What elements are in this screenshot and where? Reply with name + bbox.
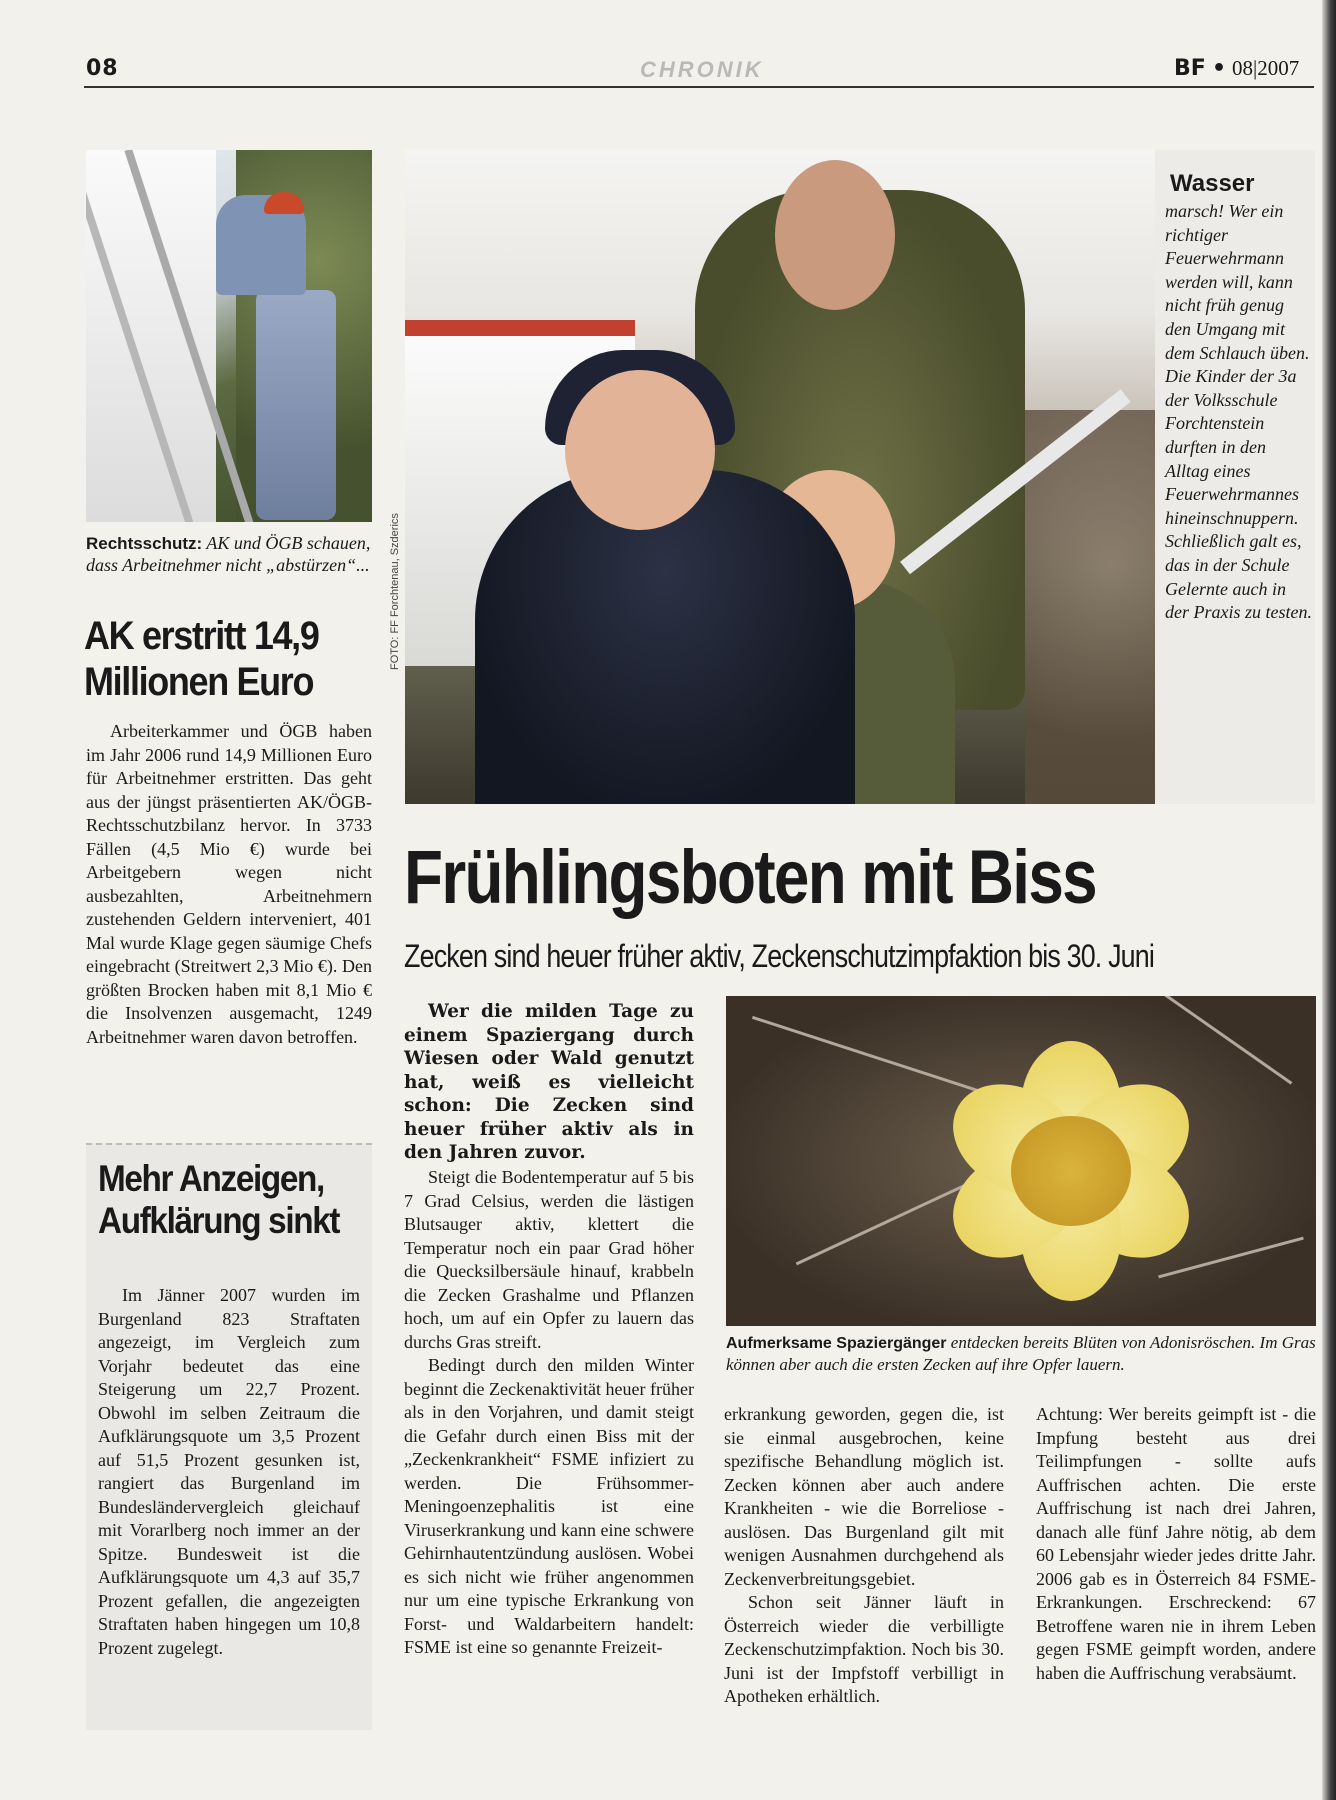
col1-paragraph-1: Steigt die Bodentemperatur auf 5 bis 7 Grad Celsius, werden die lästigen Blutsauger aktiv, klettert die Temperatur noch ein paar Grad höher die Quecksilbersäule hinauf, krabbeln die Zecken Grashalme und Pflanzen hoch, um auf ein Opfer zu lauern das durchs Gras streift. bbox=[404, 1167, 694, 1352]
flower-photo-caption bbox=[726, 1332, 1316, 1376]
col2-paragraph-1: erkrankung geworden, gegen die, ist sie einmal ausgebrochen, keine spezifische Behandlung möglich ist. Zecken können aber auch andere Krankheiten - wie die Borreliose - auslösen. Das Burgenland gilt mit wenigen Ausnahmen durchgehend als Zeckenverbreitungsgebiet. bbox=[724, 1404, 1004, 1589]
photo-caption-text: marsch! Wer ein richtiger Feuerwehrmann werden will, kann nicht früh genug den Umgang mit dem Schlauch üben. Die Kinder der 3a der Volksschule Forchtenstein durften in den Alltag eines Feuerwehrmannes hineinschnuppern. Schließlich galt es, das in der Schule Gelernte auch in der Praxis zu testen. bbox=[1165, 201, 1312, 623]
adonis-flower-photo bbox=[726, 996, 1316, 1326]
ladder-photo-caption bbox=[86, 532, 372, 576]
page-binding-shadow bbox=[1322, 0, 1336, 1800]
main-headline: Frühlingsboten mit Biss bbox=[404, 835, 1097, 920]
col1-paragraph-2: Bedingt durch den milden Winter beginnt die Zeckenaktivität heuer früher als in den Vorjahren, und damit steigt die Gefahr durch einen Biss mit der „Zeckenkrankheit“ FSME infiziert zu werden. Die Frühsommer-Meningoenzephalitis ist eine Viruserkrankung und kann eine schwere Gehirnhautentzündung auslösen. Wobei es sich nicht wie früher angenommen nur um eine typische Erkrankung von Forst- und Waldarbeitern handelt: FSME ist eine so genannte Freizeit- bbox=[404, 1355, 694, 1657]
flower-caption-lead: Aufmerksame Spaziergänger bbox=[726, 1335, 947, 1352]
col3-paragraph-1: Achtung: Wer bereits geimpft ist - die Impfung besteht aus drei Teilimpfungen - sollte aufs Auffrischen achten. Die erste Auffrischung ist nach drei Jahren, danach alle fünf Jahre nötig, ab dem 60 Lebensjahr wieder jedes dritte Jahr. 2006 gab es in Österreich 84 FSME-Erkrankungen. Erschreckend: 67 Betroffene waren nie in ihrem Leben gegen FSME geimpft worden, andere haben die Auffrischung verabsäumt. bbox=[1036, 1404, 1316, 1683]
main-article-column-3 bbox=[1036, 1403, 1316, 1685]
main-article-column-1 bbox=[404, 1166, 694, 1660]
caption-text: AK und ÖGB schauen, dass Arbeitnehmer nicht „abstürzen“... bbox=[86, 533, 371, 575]
main-article-lead: Wer die milden Tage zu einem Spaziergang durch Wiesen oder Wald genutzt hat, weiß es vielleicht schon: Die Zecken sind heuer früher aktiv als in den Jahren zuvor. bbox=[404, 1001, 694, 1163]
caption-lead: Rechtsschutz: bbox=[86, 534, 203, 553]
ak-article-body: Arbeiterkammer und ÖGB haben im Jahr 2006 rund 14,9 Millionen Euro für Arbeitnehmer erstritten. Das geht aus der jüngst präsentierten AK/ÖGB-Rechtsschutzbilanz hervor. In 3733 Fällen (4,5 Mio €) wurde bei Arbeitgebern wegen nicht ausbezahlten, Arbeitnehmern zustehenden Geldern interveniert, 401 Mal wurde Klage gegen säumige Chefs eingebracht (Streitwert 2,3 Mio €). Den größten Brocken haben mit 8,1 Mio € die Insolvenzen ausgemacht, 1249 Arbeitnehmer waren davon betroffen. bbox=[86, 721, 372, 1047]
crime-stats-body: Im Jänner 2007 wurden im Burgenland 823 Straftaten angezeigt, im Vergleich zum Vorjahr bedeutet das eine Steigerung um 22,7 Prozent. Obwohl im selben Zeitraum die Aufklärungsquote um 3,5 Prozent auf 51,5 Prozent gesunken ist, rangiert das Burgenland im Bundesländervergleich gleichauf mit Vorarlberg noch immer an der Spitze. Bundesweit ist die Aufklärungsquote um 4,3 auf 35,7 Prozent gefallen, die angezeigten Straftaten haben hingegen um 10,8 Prozent zugelegt. bbox=[98, 1285, 360, 1658]
issue-number: 08|2007 bbox=[1232, 56, 1300, 80]
section-title: CHRONIK bbox=[640, 57, 764, 82]
page-number: 08 bbox=[86, 56, 119, 81]
crime-stats-headline: Mehr Anzeigen, Aufklärung sinkt bbox=[98, 1158, 340, 1241]
main-article-column-2 bbox=[724, 1403, 1004, 1709]
header-rule bbox=[84, 86, 1314, 88]
ladder-worker-photo bbox=[86, 150, 372, 522]
flower-caption-text: entdecken bereits Blüten von Adonisröschen. Im Gras können aber auch die ersten Zecken auf ihre Opfer lauern. bbox=[726, 1333, 1316, 1374]
photo-credit: FOTO: FF Forchtenau, Szderics bbox=[389, 513, 401, 670]
header-separator: • bbox=[1212, 56, 1227, 81]
ak-article-headline: AK erstritt 14,9 Millionen Euro bbox=[84, 614, 319, 704]
photo-caption-title: Wasser bbox=[1170, 170, 1255, 197]
col2-paragraph-2: Schon seit Jänner läuft in Österreich wieder die verbilligte Zeckenschutzimpfaktion. Noch bis 30. Juni ist der Impfstoff verbilligt in Apotheken erhältlich. bbox=[724, 1592, 1004, 1706]
main-subheadline: Zecken sind heuer früher aktiv, Zeckenschutzimpfaktion bis 30. Juni bbox=[404, 938, 1155, 974]
publication-name: BF bbox=[1174, 56, 1206, 81]
